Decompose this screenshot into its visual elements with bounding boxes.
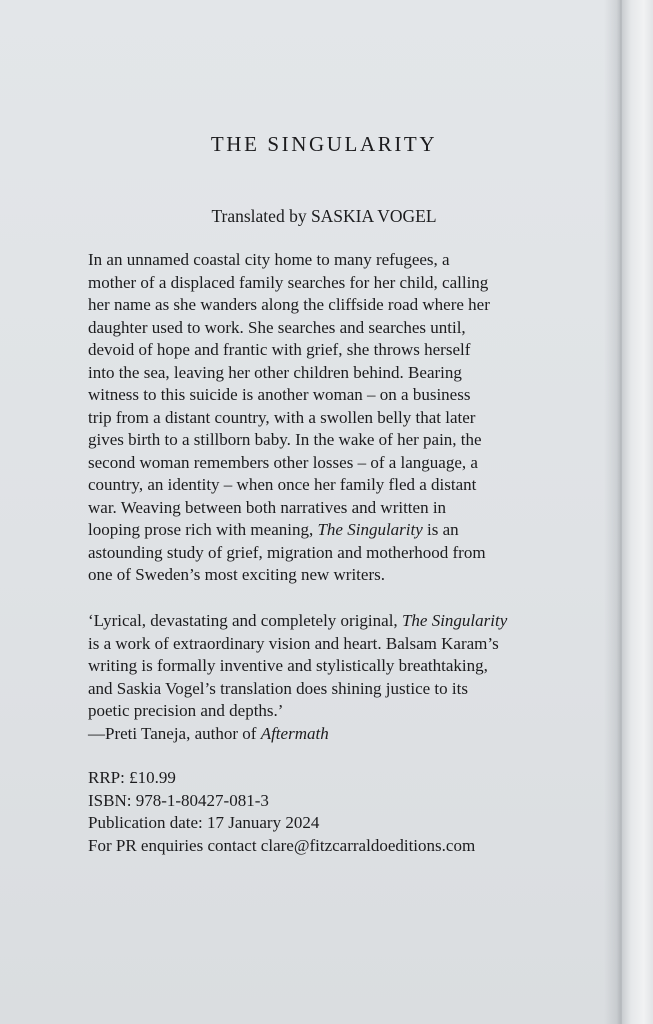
synopsis-line: daughter used to work. She searches and searches until, — [88, 317, 466, 337]
synopsis — [88, 249, 568, 587]
quote-attribution — [88, 723, 568, 746]
pr-contact: For PR enquiries contact clare@fitzcarraldoeditions.com — [88, 835, 476, 855]
publication-details — [88, 767, 568, 857]
synopsis-line: In an unnamed coastal city home to many refugees, a — [88, 250, 450, 269]
quote-line — [88, 610, 568, 633]
quote-line: writing is formally inventive and stylistically breathtaking, — [88, 656, 488, 675]
publication-date: Publication date: 17 January 2024 — [88, 813, 320, 832]
synopsis-line: second woman remembers other losses – of a language, a — [88, 452, 478, 472]
review-quote — [88, 610, 568, 745]
synopsis-text: is an — [422, 520, 459, 539]
quote-line: poetic precision and depths.’ — [88, 701, 284, 720]
title-italic: The Singularity — [317, 520, 423, 539]
book-title: THE SINGULARITY — [210, 132, 438, 156]
quote-text: ‘Lyrical, devastating and completely original, — [88, 611, 402, 630]
synopsis-line: into the sea, leaving her other children behind. Bearing — [88, 362, 462, 382]
synopsis-line — [88, 519, 568, 542]
synopsis-line: her name as she wanders along the cliffside road where her — [88, 295, 490, 314]
title-italic: The Singularity — [401, 611, 508, 630]
synopsis-line: devoid of hope and frantic with grief, she throws herself — [88, 340, 471, 359]
synopsis-line: astounding study of grief, migration and motherhood from — [88, 542, 486, 562]
synopsis-line: trip from a distant country, with a swollen belly that later — [88, 407, 476, 427]
quote-line: is a work of extraordinary vision and heart. Balsam Karam’s — [88, 633, 499, 653]
attribution-book-title: Aftermath — [260, 723, 329, 743]
synopsis-line: one of Sweden’s most exciting new writers. — [88, 565, 385, 584]
synopsis-line: country, an identity – when once her family fled a distant — [88, 475, 477, 494]
synopsis-line: mother of a displaced family searches for her child, calling — [88, 272, 489, 292]
quote-line: and Saskia Vogel’s translation does shining justice to its — [88, 678, 468, 698]
synopsis-text: looping prose rich with meaning, — [88, 520, 318, 539]
isbn: ISBN: 978-1-80427-081-3 — [88, 790, 269, 810]
price: RRP: £10.99 — [88, 768, 176, 787]
synopsis-line: war. Weaving between both narratives and written in — [88, 497, 447, 517]
attribution-text: —Preti Taneja, author of — [88, 723, 261, 743]
synopsis-line: witness to this suicide is another woman – on a business — [88, 385, 471, 404]
translator-credit: Translated by SASKIA VOGEL — [211, 206, 437, 226]
synopsis-line: gives birth to a stillborn baby. In the wake of her pain, the — [88, 430, 482, 449]
